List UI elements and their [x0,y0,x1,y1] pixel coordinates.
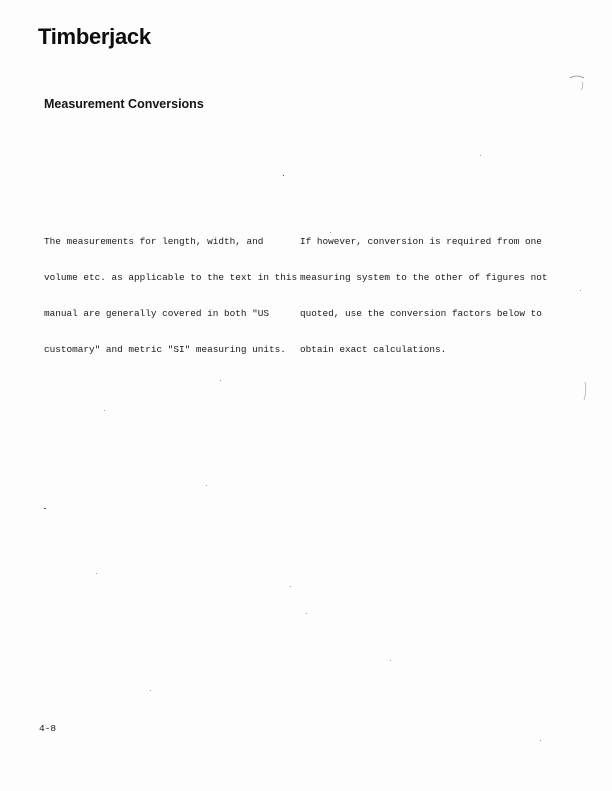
right-line: If however, conversion is required from one [300,236,542,247]
left-column-text [44,212,297,380]
speck [330,232,331,233]
speck [290,586,291,587]
speck [104,410,105,411]
left-line: volume etc. as applicable to the text in this [44,272,298,283]
brand-title: Timberjack [38,24,151,49]
right-line: quoted, use the conversion factors below to [300,308,542,319]
speck [390,660,391,661]
speck [220,380,221,381]
scan-artifact-icon [568,72,588,98]
left-line: customary" and metric "SI" measuring units. [44,344,286,355]
speck [150,690,151,691]
left-line: manual are generally covered in both "US [44,308,270,319]
speck [480,155,481,156]
speck [580,290,581,291]
right-line: obtain exact calculations. [300,344,447,355]
speck [540,740,541,741]
right-column-text [300,212,548,380]
speck [44,508,46,509]
section-heading: Measurement Conversions [44,97,204,111]
speck [306,613,307,614]
speck [206,485,207,486]
speck [283,175,284,176]
speck [96,573,97,574]
scan-artifact-icon [580,380,590,404]
right-line: measuring system to the other of figures not [300,272,548,283]
page-number: 4-8 [39,723,57,734]
left-line: The measurements for length, width, and [44,236,264,247]
